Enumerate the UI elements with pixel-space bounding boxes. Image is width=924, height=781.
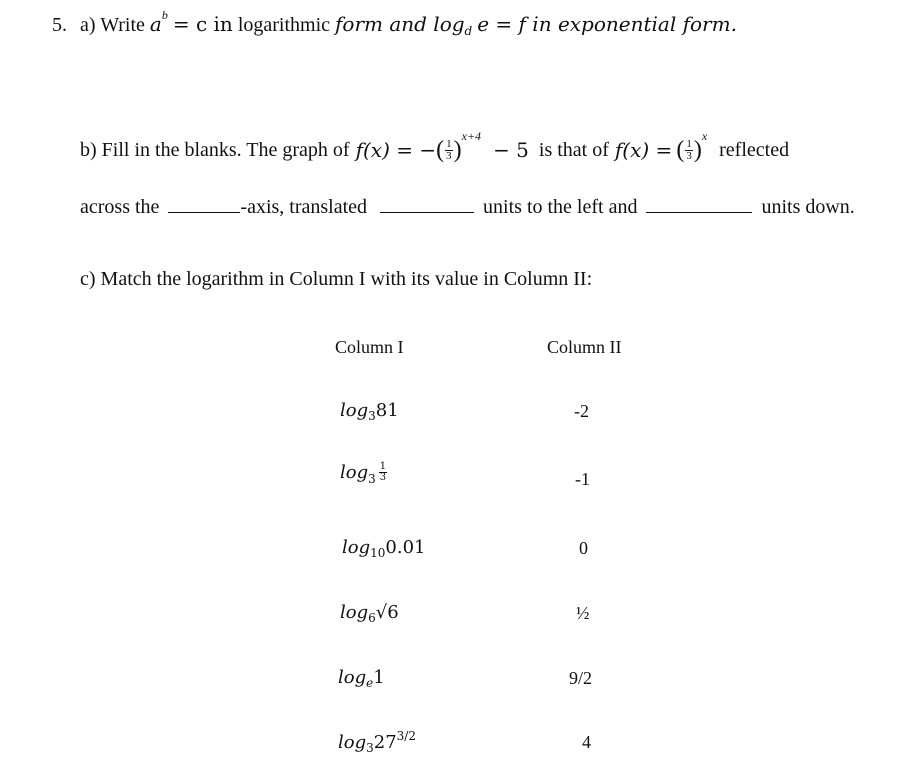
part-a-base: a (149, 12, 162, 36)
part-c-prompt: c) Match the logarithm in Column I with its value in Column II: (80, 268, 593, 290)
log-word: log (338, 732, 367, 753)
log-base: 3 (366, 741, 374, 755)
log-base: e (366, 676, 374, 690)
frac-den: 3 (446, 149, 452, 162)
part-b-f2: f(x) = (614, 138, 673, 162)
left-paren-1: ( (436, 136, 445, 163)
left-paren-2: ( (676, 136, 685, 163)
part-a-equals-c (173, 12, 233, 36)
part-b-f1: f(x) = − (355, 138, 437, 162)
part-b-line-1 (80, 130, 789, 170)
across-text: across the (80, 196, 160, 218)
right-paren-2: ) (693, 136, 702, 163)
fraction-one-third-3 (379, 462, 387, 483)
log-base: 3 (368, 471, 376, 486)
log-expression (338, 729, 416, 755)
value-item: 9/2 (569, 668, 593, 688)
log-argument: 81 (375, 400, 399, 421)
question-number: 5. (52, 14, 67, 36)
log-base: 10 (370, 546, 386, 560)
log-expression (340, 461, 388, 486)
log-base: 6 (368, 611, 376, 625)
part-b-prefix: b) Fill in the blanks. The graph of (80, 138, 350, 161)
part-a-form-and-log: form and log (335, 12, 465, 36)
frac-num-3: 1 (379, 461, 387, 472)
value-item: -2 (574, 401, 589, 421)
log-word: log (340, 462, 369, 483)
exponent-x-plus-4: x+4 (461, 128, 482, 143)
log-base: 3 (368, 409, 376, 423)
part-a-eq-text: = c in (172, 12, 233, 36)
right-paren-1: ) (453, 136, 462, 163)
part-a-write: Write (100, 14, 145, 36)
left-units-blank[interactable] (380, 196, 474, 213)
log-argument: 27 (373, 732, 397, 753)
question-5-part-a (52, 8, 737, 38)
reflected-text: reflected (719, 138, 790, 161)
log-argument: 0.01 (385, 537, 426, 558)
log-word: log (342, 537, 371, 558)
log-argument: 1 (373, 667, 385, 688)
value-item: 0 (579, 538, 588, 558)
log-word: log (340, 400, 369, 421)
log-expression (340, 602, 399, 623)
value-item: ½ (576, 603, 590, 623)
frac-den-3: 3 (379, 472, 387, 483)
exponent-x: x (701, 128, 708, 143)
part-a-logarithmic: logarithmic (237, 14, 331, 36)
column-1-header: Column I (335, 337, 404, 357)
value-item: -1 (575, 469, 590, 489)
frac-num: 1 (446, 137, 452, 150)
fraction-one-third-2 (685, 139, 693, 162)
units-left-text: units to the left and (483, 196, 638, 218)
axis-blank[interactable] (168, 196, 240, 213)
column-2-header: Column II (547, 337, 622, 357)
part-a-exponential-form: e = f in exponential form. (477, 12, 737, 36)
log-expression (338, 667, 385, 688)
axis-text: -axis, translated (240, 196, 368, 218)
part-a-label: a) (80, 14, 96, 36)
down-units-blank[interactable] (646, 196, 752, 213)
log-expression (342, 537, 425, 558)
frac-num-2: 1 (686, 137, 692, 150)
value-item: 4 (582, 732, 591, 752)
log-word: log (338, 667, 367, 688)
minus-five: − 5 (493, 138, 529, 162)
log-word: log (340, 602, 369, 623)
units-down-text: units down. (761, 196, 855, 218)
part-a-exponent: b (161, 8, 168, 22)
part-b-mid: is that of (538, 138, 609, 161)
log-expression (340, 400, 399, 421)
part-b-line-2 (80, 196, 855, 219)
fraction-one-third-1 (445, 139, 453, 162)
frac-den-2: 3 (686, 149, 692, 162)
sqrt-six: √6 (375, 602, 399, 623)
log-exponent: 3/2 (396, 729, 416, 743)
part-a-log-subscript: d (464, 24, 473, 38)
